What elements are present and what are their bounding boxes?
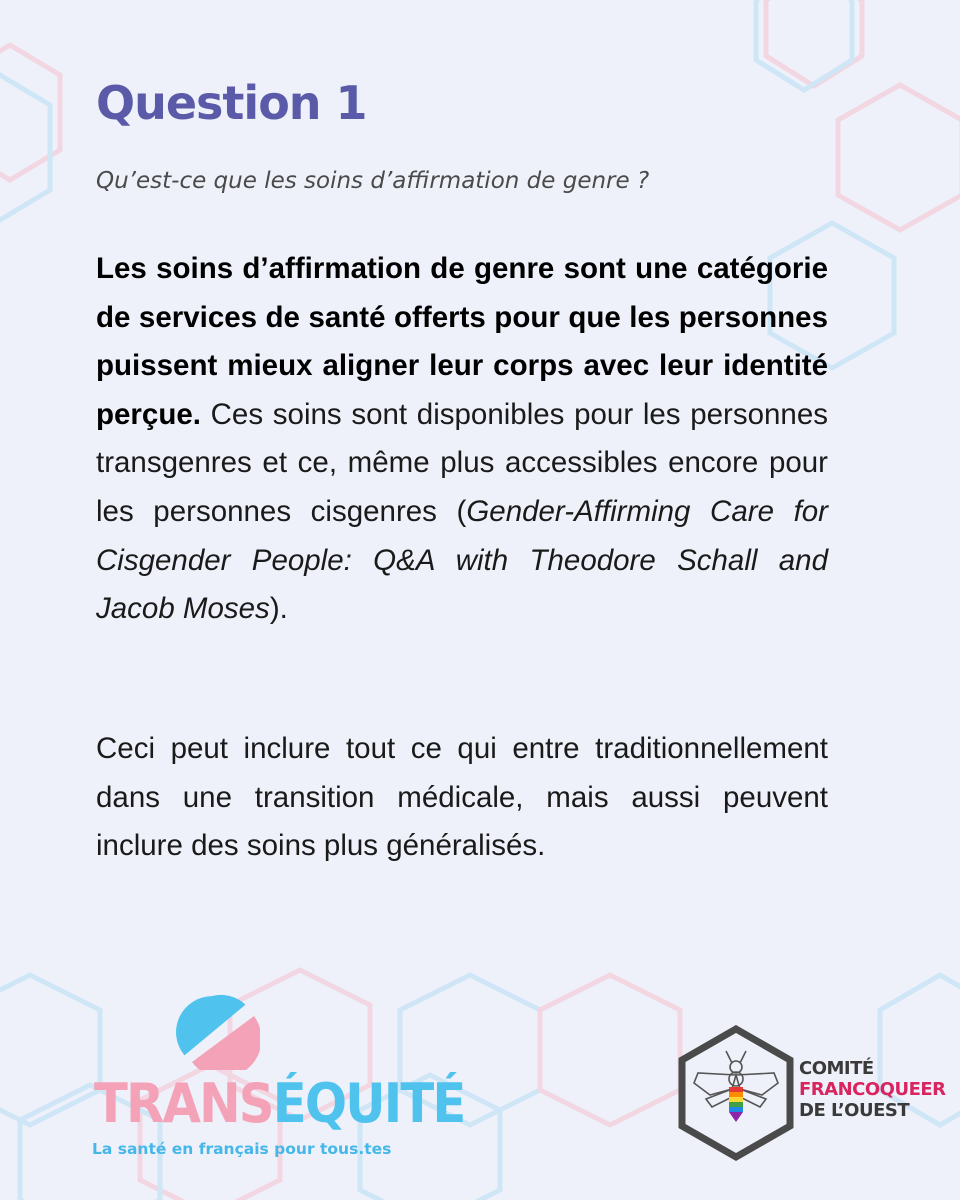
comite-line1: COMITÉ	[799, 1058, 874, 1079]
answer-end: ).	[269, 592, 288, 626]
transequite-circle-icon	[170, 990, 260, 1070]
bee-hexagon-icon	[676, 1025, 796, 1165]
wordmark-equite: ÉQUITÉ	[272, 1072, 465, 1135]
transequite-wordmark	[94, 1072, 465, 1135]
comite-line3: DE L’OUEST	[799, 1100, 910, 1121]
question-title: Question 1	[96, 76, 367, 130]
comite-francoqueer-logo	[676, 1025, 946, 1165]
transequite-logo	[90, 990, 465, 1170]
answer-paragraph	[96, 245, 828, 634]
comite-line2: FRANCOQUEER	[799, 1079, 946, 1100]
answer-text: Ces soins sont disponibles pour les personnes transgenres et ce, même plus accessibles encore pour les personnes cisgenres (	[96, 397, 828, 528]
question-subtitle: Qu’est-ce que les soins d’affirmation de genre ?	[96, 168, 650, 194]
comite-name	[799, 1058, 946, 1121]
transequite-tagline: La santé en français pour tous.tes	[92, 1140, 392, 1158]
secondary-paragraph: Ceci peut inclure tout ce qui entre traditionnellement dans une transition médicale, mais aussi peuvent inclure des soins plus généralisés.	[96, 732, 828, 863]
answer-citation: Gender-Affirming Care for Cisgender People: Q&A with Theodore Schall and Jacob Moses	[96, 494, 828, 626]
answer-bold-statement: Les soins d’affirmation de genre sont une catégorie de services de santé offerts pour que les personnes puissent mieux aligner leur corps avec leur identité perçue.	[96, 252, 828, 431]
wordmark-trans: TRANS	[94, 1072, 273, 1135]
